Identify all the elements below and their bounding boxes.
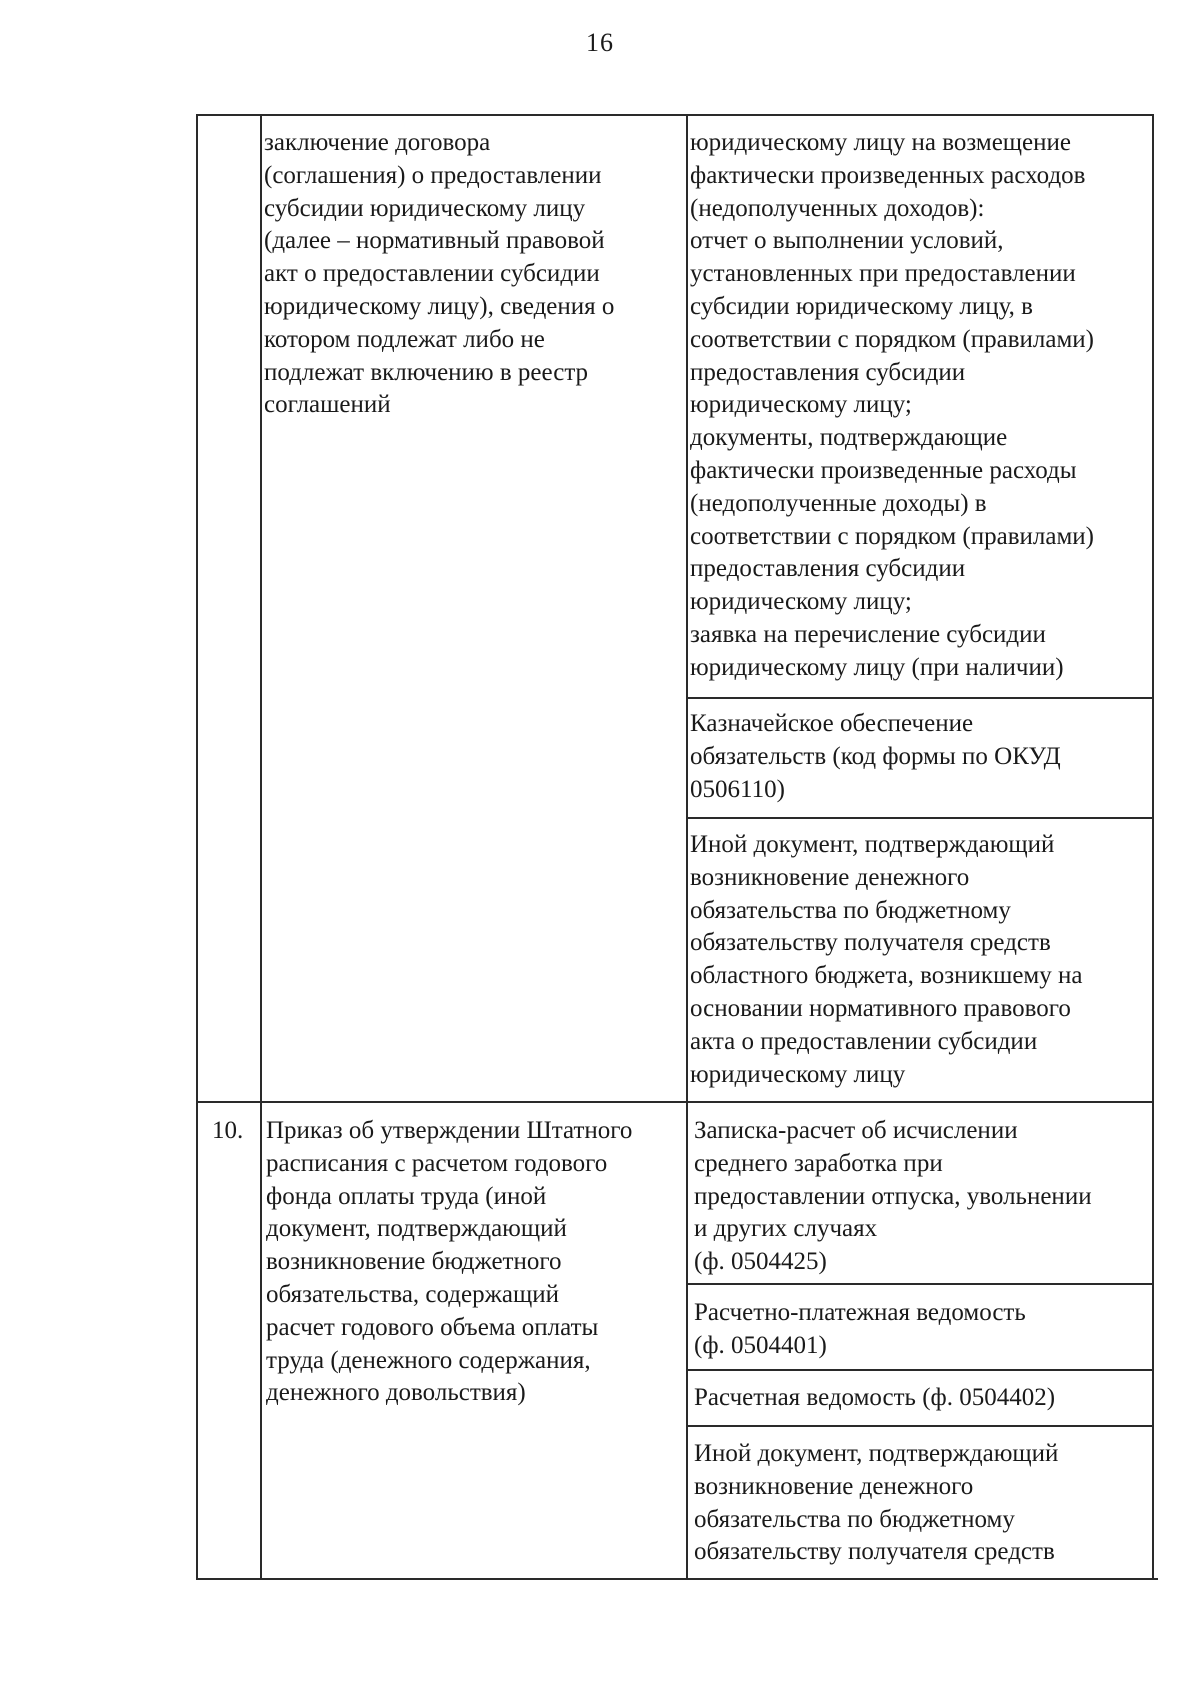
- document-cell-3: Иной документ, подтверждающий возникновение денежного обязательства по бюджетному обязательству получателя средств областного бюджета, возникшему на основании нормативного правового акта о предоставлении субсидии юридическому лицу: [690, 831, 1083, 1088]
- document-basis-cell: Приказ об утверждении Штатного расписания с расчетом годового фонда оплаты труда (иной документ, подтверждающий возникновение бюджетного обязательства, содержащий расчет годового объема оплаты труда (денежного содержания, денежного довольствия): [266, 1117, 633, 1407]
- subrow-divider-2: [686, 817, 1154, 819]
- document-cell-4: Иной документ, подтверждающий возникновение денежного обязательства по бюджетному обязательству получателя средств: [694, 1440, 1059, 1566]
- table-border-right: [1152, 114, 1154, 1580]
- column-divider-1: [260, 114, 262, 1580]
- row-number: 10.: [212, 1117, 244, 1144]
- document-cell-2: Расчетно-платежная ведомость (ф. 0504401): [694, 1299, 1026, 1359]
- document-basis-cell: заключение договора (соглашения) о предоставлении субсидии юридическому лицу (далее – нормативный правовой акт о предоставлении субсидии юридическому лицу), сведения о котором подлежат либо не подлежат включению в реестр соглашений: [264, 129, 615, 419]
- document-cell-2: Казначейское обеспечение обязательств (код формы по ОКУД 0506110): [690, 710, 1061, 803]
- row-divider-10: [196, 1101, 1154, 1103]
- subrow-divider-3: [688, 1283, 1154, 1285]
- page-number: 16: [586, 28, 614, 57]
- subrow-divider-1: [686, 697, 1154, 699]
- subrow-divider-4: [688, 1369, 1154, 1371]
- document-cell-1: Записка-расчет об исчислении среднего заработка при предоставлении отпуска, увольнении и других случаях (ф. 0504425): [694, 1117, 1092, 1276]
- column-divider-2: [686, 114, 688, 1580]
- table-border-bottom: [198, 1578, 1158, 1580]
- document-cell-1: юридическому лицу на возмещение фактически произведенных расходов (недополученных доходов): отчет о выполнении условий, установленных при предоставлении субсидии юридическому лицу, в соответствии с порядком (правилами) предоставления субсидии юридическому лицу; документы, подтверждающие фактически произведенные расходы (недополученные доходы) в соответствии с порядком (правилами) предоставления субсидии юридическому лицу; заявка на перечисление субсидии юридическому лицу (при наличии): [690, 129, 1095, 681]
- table-border-left: [196, 114, 198, 1580]
- table-border-top: [196, 114, 1154, 116]
- subrow-divider-5: [688, 1425, 1154, 1427]
- document-cell-3: Расчетная ведомость (ф. 0504402): [694, 1384, 1056, 1411]
